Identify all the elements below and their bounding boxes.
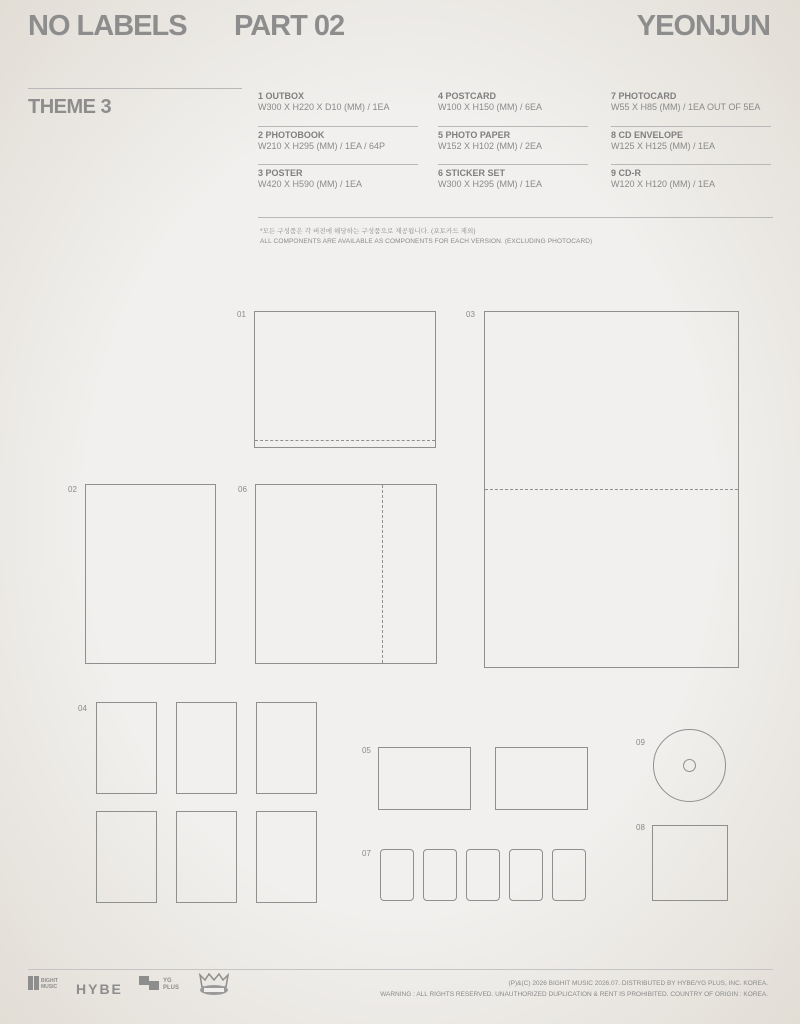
- crest-logo: [196, 971, 232, 1002]
- cd-envelope-diagram: [652, 825, 728, 901]
- postcard-diagram: [256, 811, 317, 903]
- svg-text:BIGHIT: BIGHIT: [41, 978, 58, 984]
- spec-title: 9 CD-R: [611, 168, 642, 178]
- spec-divider: [611, 164, 771, 165]
- theme-rule: [28, 88, 242, 89]
- artist-name: YEONJUN: [636, 10, 770, 42]
- postcard-diagram: [176, 702, 237, 794]
- bighit-icon: [28, 973, 60, 993]
- poster-fold-line: [485, 489, 738, 490]
- spec-dimensions: W125 X H125 (MM) / 1EA: [611, 141, 716, 151]
- outbox-diagram: [254, 311, 436, 448]
- spec-dimensions: W120 X H120 (MM) / 1EA: [611, 179, 716, 189]
- label-01: 01: [237, 310, 246, 319]
- note-korean: *모든 구성품은 각 버전에 해당하는 구성품으로 제공됩니다. (포토카드 제외): [260, 228, 476, 235]
- spec-dimensions: W152 X H102 (MM) / 2EA: [438, 141, 543, 151]
- warning-line: WARNING : ALL RIGHTS RESERVED. UNAUTHORIZED DUPLICATION & RENT IS PROHIBITED. COUNTRY OF ORIGIN : KOREA.: [380, 991, 768, 998]
- spec-divider: [258, 164, 418, 165]
- outbox-fold-line: [255, 440, 435, 441]
- label-07: 07: [362, 849, 371, 858]
- svg-text:YG: YG: [163, 978, 172, 984]
- sticker-set-diagram: [255, 484, 437, 664]
- note-english: ALL COMPONENTS ARE AVAILABLE AS COMPONENTS FOR EACH VERSION. (EXCLUDING PHOTOCARD): [260, 238, 593, 245]
- spec-photobook: [258, 130, 385, 152]
- label-06: 06: [238, 485, 247, 494]
- spec-cd-envelope: [611, 130, 715, 152]
- photocard-diagram: [380, 849, 414, 901]
- label-03: 03: [466, 310, 475, 319]
- spec-divider: [438, 126, 588, 127]
- copyright-line: (P)&(C) 2026 BIGHIT MUSIC 2026.07. DISTRIBUTED BY HYBE/YG PLUS, INC. KOREA.: [508, 980, 768, 987]
- spec-title: 4 POSTCARD: [438, 91, 497, 101]
- crest-icon: [196, 971, 232, 997]
- spec-title: 7 PHOTOCARD: [611, 91, 677, 101]
- spec-title: 5 PHOTO PAPER: [438, 130, 511, 140]
- photo-paper-diagram: [378, 747, 471, 810]
- photocard-diagram: [466, 849, 500, 901]
- album-part: PART 02: [234, 10, 345, 42]
- postcard-diagram: [96, 702, 157, 794]
- postcard-diagram: [256, 702, 317, 794]
- ygplus-logo: [137, 973, 187, 998]
- svg-text:PLUS: PLUS: [163, 985, 180, 991]
- spec-dimensions: W300 X H220 X D10 (MM) / 1EA: [258, 102, 390, 112]
- sticker-set-fold-line: [382, 485, 383, 663]
- spec-title: 3 POSTER: [258, 168, 303, 178]
- spec-dimensions: W100 X H150 (MM) / 6EA: [438, 102, 543, 112]
- label-08: 08: [636, 823, 645, 832]
- label-09: 09: [636, 738, 645, 747]
- label-04: 04: [78, 704, 87, 713]
- spec-title: 2 PHOTOBOOK: [258, 130, 325, 140]
- label-05: 05: [362, 746, 371, 755]
- photocard-diagram: [423, 849, 457, 901]
- album-title: NO LABELS: [28, 10, 187, 42]
- hybe-logo: HYBE: [76, 981, 123, 997]
- notes-rule: [258, 217, 773, 218]
- ygplus-icon: [137, 973, 187, 993]
- cd-r-hole: [683, 759, 696, 772]
- footer-rule: [28, 969, 773, 970]
- spec-title: 8 CD ENVELOPE: [611, 130, 684, 140]
- label-02: 02: [68, 485, 77, 494]
- spec-title: 1 OUTBOX: [258, 91, 305, 101]
- spec-divider: [611, 126, 771, 127]
- photocard-diagram: [509, 849, 543, 901]
- spec-sticker-set: [438, 168, 542, 190]
- spec-poster: [258, 168, 362, 190]
- spec-dimensions: W55 X H85 (MM) / 1EA OUT OF 5EA: [611, 102, 761, 112]
- spec-cd-r: [611, 168, 715, 190]
- photocard-diagram: [552, 849, 586, 901]
- postcard-diagram: [96, 811, 157, 903]
- photo-paper-diagram: [495, 747, 588, 810]
- svg-text:MUSIC: MUSIC: [41, 984, 58, 990]
- spec-dimensions: W210 X H295 (MM) / 1EA / 64P: [258, 141, 386, 151]
- spec-outbox: [258, 91, 390, 113]
- bighit-logo: [28, 973, 60, 998]
- postcard-diagram: [176, 811, 237, 903]
- spec-dimensions: W420 X H590 (MM) / 1EA: [258, 179, 363, 189]
- spec-title: 6 STICKER SET: [438, 168, 506, 178]
- spec-divider: [438, 164, 588, 165]
- theme-label: THEME 3: [28, 96, 112, 118]
- spec-dimensions: W300 X H295 (MM) / 1EA: [438, 179, 543, 189]
- spec-photocard: [611, 91, 760, 113]
- spec-divider: [258, 126, 418, 127]
- spec-photo-paper: [438, 130, 542, 152]
- photobook-diagram: [85, 484, 216, 664]
- spec-postcard: [438, 91, 542, 113]
